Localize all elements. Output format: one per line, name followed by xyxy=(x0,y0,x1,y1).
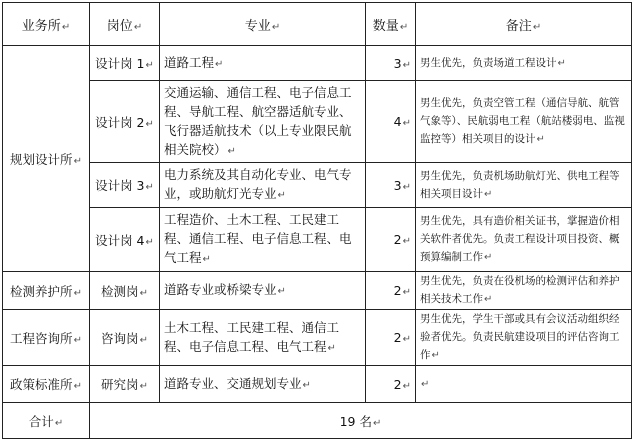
major-cell: 交通运输、通信工程、电子信息工程、导航工程、航空器适航专业、飞行器适航技术（以上专业限民航相关院校）↵ xyxy=(160,81,366,163)
note-cell: 男生优先，具有造价相关证书，掌握造价相关软件者优先。负责工程设计项目投资、概预算编制工作↵ xyxy=(416,208,632,272)
major-cell: 道路专业、交通规划专业↵ xyxy=(160,366,366,403)
table-row xyxy=(3,46,632,81)
recruitment-table xyxy=(2,2,632,439)
header-post: 岗位↵ xyxy=(90,3,160,46)
count-cell: 4↵ xyxy=(366,81,416,163)
post-cell: 咨询岗↵ xyxy=(90,310,160,366)
major-cell: 道路工程↵ xyxy=(160,46,366,81)
note-cell: 男生优先，负责空管工程（通信导航、航管气象等）、民航弱电工程（航站楼弱电、监视监控等）相关项目的设计↵ xyxy=(416,81,632,163)
count-cell: 3↵ xyxy=(366,163,416,208)
post-cell: 设计岗 4↵ xyxy=(90,208,160,272)
header-note: 备注↵ xyxy=(416,3,632,46)
count-cell: 2↵ xyxy=(366,272,416,310)
note-cell: 男生优先，负责机场助航灯光、供电工程等相关项目设计↵ xyxy=(416,163,632,208)
post-cell: 设计岗 2↵ xyxy=(90,81,160,163)
header-major: 专业↵ xyxy=(160,3,366,46)
major-cell: 土木工程、工民建工程、通信工程、电子信息工程、电气工程↵ xyxy=(160,310,366,366)
post-cell: 设计岗 1↵ xyxy=(90,46,160,81)
major-cell: 道路专业或桥梁专业↵ xyxy=(160,272,366,310)
header-dept: 业务所↵ xyxy=(3,3,90,46)
dept-inspection: 检测养护所↵ xyxy=(3,272,90,310)
count-cell: 3↵ xyxy=(366,46,416,81)
dept-consult: 工程咨询所↵ xyxy=(3,310,90,366)
table-row xyxy=(3,208,632,272)
table-row xyxy=(3,81,632,163)
header-row xyxy=(3,3,632,46)
note-cell: 男生优先，负责场道工程设计↵ xyxy=(416,46,632,81)
count-cell: 2↵ xyxy=(366,366,416,403)
major-cell: 电力系统及其自动化专业、电气专业，或助航灯光专业↵ xyxy=(160,163,366,208)
table-row xyxy=(3,272,632,310)
note-cell: 男生优先，负责在役机场的检测评估和养护相关技术工作↵ xyxy=(416,272,632,310)
table-row xyxy=(3,366,632,403)
dept-planning: 规划设计所↵ xyxy=(3,46,90,272)
total-label: 合计↵ xyxy=(3,403,90,439)
major-cell: 工程造价、土木工程、工民建工程、通信工程、电子信息工程、电气工程↵ xyxy=(160,208,366,272)
total-row xyxy=(3,403,632,439)
table-row xyxy=(3,310,632,366)
count-cell: 2↵ xyxy=(366,310,416,366)
table-row xyxy=(3,163,632,208)
note-cell: 男生优先，学生干部或具有会议活动组织经验者优先。负责民航建设项目的评估咨询工作↵ xyxy=(416,310,632,366)
post-cell: 检测岗↵ xyxy=(90,272,160,310)
count-cell: 2↵ xyxy=(366,208,416,272)
dept-policy: 政策标准所↵ xyxy=(3,366,90,403)
header-count: 数量↵ xyxy=(366,3,416,46)
total-value: 19 名↵ xyxy=(90,403,632,439)
post-cell: 设计岗 3↵ xyxy=(90,163,160,208)
note-cell: ↵ xyxy=(416,366,632,403)
post-cell: 研究岗↵ xyxy=(90,366,160,403)
